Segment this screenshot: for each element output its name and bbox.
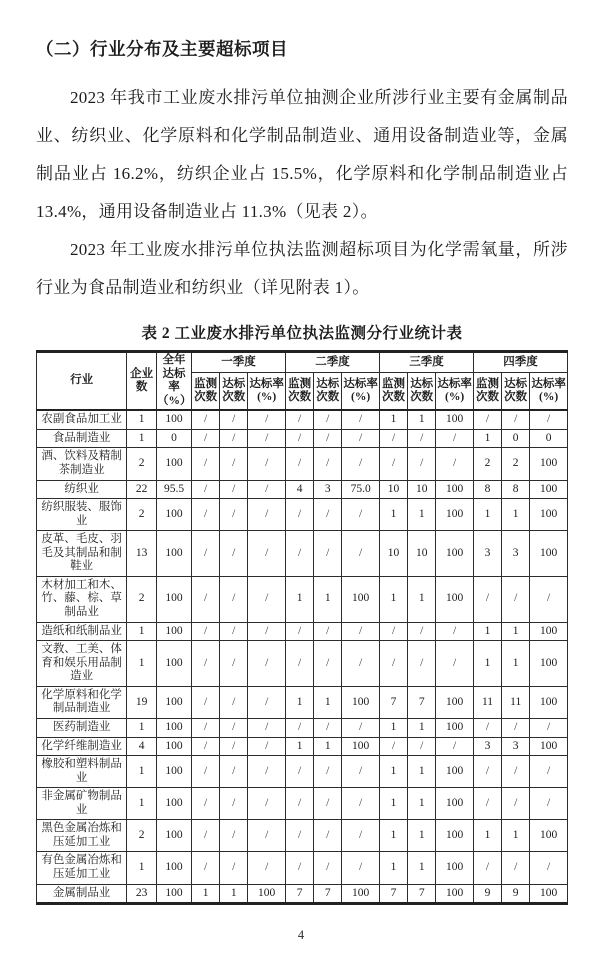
value-cell: 100 xyxy=(436,884,474,904)
industry-cell: 文教、工美、体育和娱乐用品制造业 xyxy=(37,641,127,687)
value-cell: / xyxy=(342,718,380,737)
value-cell: / xyxy=(248,448,286,480)
value-cell: / xyxy=(408,641,436,687)
subcol-header-monitor-count: 监测次数 xyxy=(473,373,501,410)
value-cell: 7 xyxy=(408,686,436,718)
value-cell: / xyxy=(192,448,220,480)
col-header-quarter-4: 四季度 xyxy=(473,352,567,373)
value-cell: 100 xyxy=(342,737,380,756)
value-cell: / xyxy=(314,531,342,577)
value-cell: / xyxy=(314,499,342,531)
value-cell: / xyxy=(220,718,248,737)
value-cell: 0 xyxy=(502,429,530,448)
table-row xyxy=(37,531,568,577)
paragraph-industry-distribution: 2023 年我市工业废水排污单位抽测企业所涉行业主要有金属制品业、纺织业、化学原料和化学制品制造业、通用设备制造业等，金属制品业占 16.2%，纺织企业占 15.5%，化学原料和化学制品制造业占 13.4%，通用设备制造业占 11.3%（见表 2）。 xyxy=(36,88,568,221)
value-cell: 9 xyxy=(473,884,501,904)
value-cell: / xyxy=(248,429,286,448)
industry-cell: 食品制造业 xyxy=(37,429,127,448)
value-cell: / xyxy=(220,686,248,718)
industry-cell: 化学纤维制造业 xyxy=(37,737,127,756)
industry-cell: 木材加工和木、竹、藤、棕、草制品业 xyxy=(37,576,127,622)
value-cell: 10 xyxy=(408,480,436,499)
value-cell: / xyxy=(192,499,220,531)
value-cell: / xyxy=(436,429,474,448)
value-cell: / xyxy=(408,737,436,756)
value-cell: 100 xyxy=(530,686,568,718)
value-cell: / xyxy=(192,531,220,577)
value-cell: / xyxy=(286,852,314,884)
value-cell: / xyxy=(286,718,314,737)
value-cell: 100 xyxy=(530,884,568,904)
value-cell: 100 xyxy=(157,718,192,737)
value-cell: 100 xyxy=(530,622,568,641)
value-cell: / xyxy=(342,448,380,480)
value-cell: / xyxy=(530,788,568,820)
paragraph-exceedance-items: 2023 年工业废水排污单位执法监测超标项目为化学需氧量，所涉行业为食品制造业和纺织业（详见附表 1）。 xyxy=(36,240,568,297)
value-cell: 9 xyxy=(502,884,530,904)
value-cell: / xyxy=(473,576,501,622)
value-cell: 2 xyxy=(127,448,157,480)
value-cell: 1 xyxy=(473,622,501,641)
value-cell: 1 xyxy=(473,641,501,687)
value-cell: 1 xyxy=(379,756,407,788)
value-cell: / xyxy=(473,852,501,884)
value-cell: / xyxy=(192,718,220,737)
value-cell: 0 xyxy=(530,429,568,448)
col-header-industry: 行业 xyxy=(37,352,127,411)
value-cell: / xyxy=(408,429,436,448)
value-cell: / xyxy=(379,622,407,641)
value-cell: 100 xyxy=(157,531,192,577)
value-cell: 100 xyxy=(436,852,474,884)
value-cell: 1 xyxy=(192,884,220,904)
value-cell: 1 xyxy=(314,576,342,622)
value-cell: / xyxy=(192,622,220,641)
value-cell: 100 xyxy=(436,499,474,531)
table-row xyxy=(37,884,568,904)
table-row xyxy=(37,686,568,718)
value-cell: / xyxy=(192,429,220,448)
industry-cell: 纺织业 xyxy=(37,480,127,499)
value-cell: 100 xyxy=(530,499,568,531)
value-cell: / xyxy=(314,448,342,480)
value-cell: / xyxy=(314,756,342,788)
value-cell: / xyxy=(248,756,286,788)
value-cell: 10 xyxy=(379,531,407,577)
value-cell: 100 xyxy=(436,820,474,852)
value-cell: / xyxy=(473,788,501,820)
value-cell: / xyxy=(342,410,380,429)
industry-cell: 黑色金属冶炼和压延加工业 xyxy=(37,820,127,852)
subcol-header-pass-count: 达标次数 xyxy=(502,373,530,410)
value-cell: / xyxy=(502,756,530,788)
value-cell: 100 xyxy=(157,641,192,687)
value-cell: / xyxy=(436,622,474,641)
value-cell: 100 xyxy=(157,410,192,429)
subcol-header-pass-rate: 达标率(%) xyxy=(342,373,380,410)
value-cell: / xyxy=(314,718,342,737)
value-cell: / xyxy=(248,686,286,718)
value-cell: 100 xyxy=(157,737,192,756)
value-cell: 100 xyxy=(436,531,474,577)
value-cell: 1 xyxy=(286,686,314,718)
value-cell: / xyxy=(220,852,248,884)
value-cell: / xyxy=(220,531,248,577)
table-row xyxy=(37,448,568,480)
industry-cell: 化学原料和化学制品制造业 xyxy=(37,686,127,718)
value-cell: 1 xyxy=(379,576,407,622)
value-cell: 1 xyxy=(379,410,407,429)
value-cell: 100 xyxy=(157,820,192,852)
value-cell: 1 xyxy=(502,820,530,852)
value-cell: / xyxy=(220,499,248,531)
value-cell: 7 xyxy=(379,884,407,904)
value-cell: 1 xyxy=(408,576,436,622)
value-cell: / xyxy=(342,499,380,531)
value-cell: 10 xyxy=(408,531,436,577)
value-cell: / xyxy=(220,429,248,448)
industry-cell: 皮革、毛皮、羽毛及其制品和制鞋业 xyxy=(37,531,127,577)
industry-cell: 造纸和纸制品业 xyxy=(37,622,127,641)
value-cell: 75.0 xyxy=(342,480,380,499)
industry-cell: 农副食品加工业 xyxy=(37,410,127,429)
value-cell: 100 xyxy=(530,448,568,480)
table-row xyxy=(37,576,568,622)
value-cell: / xyxy=(314,429,342,448)
value-cell: 10 xyxy=(379,480,407,499)
value-cell: / xyxy=(502,718,530,737)
value-cell: / xyxy=(220,820,248,852)
table-row xyxy=(37,622,568,641)
value-cell: 1 xyxy=(127,410,157,429)
value-cell: / xyxy=(286,429,314,448)
value-cell: 100 xyxy=(436,718,474,737)
value-cell: 23 xyxy=(127,884,157,904)
value-cell: / xyxy=(379,429,407,448)
value-cell: 100 xyxy=(157,448,192,480)
industry-cell: 纺织服装、服饰业 xyxy=(37,499,127,531)
value-cell: / xyxy=(220,622,248,641)
subcol-header-pass-count: 达标次数 xyxy=(314,373,342,410)
value-cell: / xyxy=(473,410,501,429)
value-cell: / xyxy=(436,448,474,480)
value-cell: 100 xyxy=(157,884,192,904)
value-cell: / xyxy=(379,737,407,756)
value-cell: 3 xyxy=(502,531,530,577)
value-cell: / xyxy=(342,788,380,820)
value-cell: 100 xyxy=(530,531,568,577)
value-cell: 1 xyxy=(379,718,407,737)
value-cell: 100 xyxy=(530,737,568,756)
value-cell: / xyxy=(286,756,314,788)
col-header-quarter-2: 二季度 xyxy=(286,352,380,373)
value-cell: / xyxy=(408,622,436,641)
value-cell: / xyxy=(286,410,314,429)
table-row xyxy=(37,641,568,687)
table-row xyxy=(37,788,568,820)
value-cell: 1 xyxy=(408,820,436,852)
value-cell: / xyxy=(192,737,220,756)
col-header-quarter-3: 三季度 xyxy=(379,352,473,373)
value-cell: 1 xyxy=(379,852,407,884)
value-cell: 22 xyxy=(127,480,157,499)
value-cell: 2 xyxy=(502,448,530,480)
value-cell: 8 xyxy=(502,480,530,499)
value-cell: / xyxy=(473,718,501,737)
value-cell: 100 xyxy=(436,410,474,429)
value-cell: / xyxy=(220,641,248,687)
value-cell: 1 xyxy=(314,686,342,718)
value-cell: 100 xyxy=(157,756,192,788)
value-cell: / xyxy=(342,756,380,788)
table-body xyxy=(37,410,568,903)
value-cell: 1 xyxy=(127,429,157,448)
value-cell: / xyxy=(220,788,248,820)
col-header-quarter-1: 一季度 xyxy=(192,352,286,373)
value-cell: / xyxy=(248,788,286,820)
value-cell: 3 xyxy=(314,480,342,499)
industry-cell: 非金属矿物制品业 xyxy=(37,788,127,820)
value-cell: / xyxy=(314,622,342,641)
table-row xyxy=(37,499,568,531)
value-cell: 1 xyxy=(408,410,436,429)
value-cell: 1 xyxy=(127,622,157,641)
value-cell: / xyxy=(379,641,407,687)
value-cell: / xyxy=(342,429,380,448)
value-cell: / xyxy=(286,448,314,480)
value-cell: 1 xyxy=(408,499,436,531)
value-cell: / xyxy=(192,756,220,788)
table-row xyxy=(37,480,568,499)
industry-statistics-table xyxy=(36,350,568,905)
value-cell: / xyxy=(192,641,220,687)
value-cell: / xyxy=(286,820,314,852)
value-cell: 100 xyxy=(157,852,192,884)
value-cell: 1 xyxy=(379,499,407,531)
value-cell: 1 xyxy=(127,756,157,788)
value-cell: / xyxy=(530,756,568,788)
value-cell: 7 xyxy=(379,686,407,718)
table-row xyxy=(37,852,568,884)
value-cell: / xyxy=(248,622,286,641)
value-cell: 100 xyxy=(157,622,192,641)
value-cell: 4 xyxy=(286,480,314,499)
value-cell: / xyxy=(314,410,342,429)
industry-cell: 医药制造业 xyxy=(37,718,127,737)
table-row xyxy=(37,429,568,448)
industry-cell: 金属制品业 xyxy=(37,884,127,904)
value-cell: 2 xyxy=(127,499,157,531)
value-cell: / xyxy=(286,622,314,641)
value-cell: 100 xyxy=(248,884,286,904)
value-cell: / xyxy=(286,641,314,687)
value-cell: 100 xyxy=(157,686,192,718)
subcol-header-pass-count: 达标次数 xyxy=(220,373,248,410)
value-cell: 1 xyxy=(127,852,157,884)
industry-cell: 橡胶和塑料制品业 xyxy=(37,756,127,788)
value-cell: 1 xyxy=(220,884,248,904)
value-cell: / xyxy=(248,531,286,577)
value-cell: 1 xyxy=(286,576,314,622)
value-cell: 100 xyxy=(342,576,380,622)
value-cell: / xyxy=(530,852,568,884)
subcol-header-pass-count: 达标次数 xyxy=(408,373,436,410)
value-cell: 95.5 xyxy=(157,480,192,499)
value-cell: 1 xyxy=(408,788,436,820)
industry-cell: 酒、饮料及精制茶制造业 xyxy=(37,448,127,480)
value-cell: / xyxy=(286,531,314,577)
value-cell: / xyxy=(473,756,501,788)
value-cell: / xyxy=(248,820,286,852)
value-cell: 100 xyxy=(157,499,192,531)
value-cell: 1 xyxy=(379,788,407,820)
value-cell: / xyxy=(342,641,380,687)
value-cell: 3 xyxy=(502,737,530,756)
value-cell: 100 xyxy=(342,884,380,904)
value-cell: / xyxy=(192,852,220,884)
value-cell: / xyxy=(502,576,530,622)
value-cell: 100 xyxy=(530,641,568,687)
value-cell: / xyxy=(502,410,530,429)
value-cell: / xyxy=(248,641,286,687)
value-cell: / xyxy=(220,576,248,622)
value-cell: 100 xyxy=(436,756,474,788)
value-cell: 3 xyxy=(473,531,501,577)
col-header-enterprise-count: 企业数 xyxy=(127,352,157,411)
value-cell: 1 xyxy=(408,718,436,737)
value-cell: 1 xyxy=(127,718,157,737)
value-cell: 100 xyxy=(157,576,192,622)
value-cell: 1 xyxy=(473,499,501,531)
value-cell: / xyxy=(248,718,286,737)
value-cell: 3 xyxy=(473,737,501,756)
value-cell: / xyxy=(220,410,248,429)
table-row xyxy=(37,756,568,788)
value-cell: / xyxy=(192,686,220,718)
table-header-group-row xyxy=(37,352,568,373)
value-cell: 0 xyxy=(157,429,192,448)
value-cell: / xyxy=(192,480,220,499)
value-cell: 2 xyxy=(473,448,501,480)
value-cell: / xyxy=(314,852,342,884)
value-cell: / xyxy=(192,576,220,622)
value-cell: 8 xyxy=(473,480,501,499)
value-cell: 11 xyxy=(473,686,501,718)
value-cell: 100 xyxy=(436,480,474,499)
value-cell: / xyxy=(530,718,568,737)
section-heading: （二）行业分布及主要超标项目 xyxy=(36,39,288,59)
value-cell: / xyxy=(342,531,380,577)
value-cell: / xyxy=(192,788,220,820)
value-cell: 1 xyxy=(379,820,407,852)
value-cell: / xyxy=(248,852,286,884)
value-cell: 19 xyxy=(127,686,157,718)
value-cell: 7 xyxy=(408,884,436,904)
value-cell: 1 xyxy=(127,788,157,820)
value-cell: 7 xyxy=(286,884,314,904)
value-cell: / xyxy=(502,852,530,884)
page-number: 4 xyxy=(297,928,305,942)
subcol-header-monitor-count: 监测次数 xyxy=(286,373,314,410)
value-cell: 2 xyxy=(127,820,157,852)
value-cell: 100 xyxy=(530,820,568,852)
value-cell: / xyxy=(192,820,220,852)
value-cell: / xyxy=(220,480,248,499)
value-cell: 100 xyxy=(436,686,474,718)
value-cell: 1 xyxy=(473,820,501,852)
value-cell: / xyxy=(286,499,314,531)
value-cell: 1 xyxy=(286,737,314,756)
table-row xyxy=(37,718,568,737)
value-cell: / xyxy=(436,641,474,687)
value-cell: 1 xyxy=(408,852,436,884)
value-cell: / xyxy=(314,820,342,852)
value-cell: / xyxy=(220,448,248,480)
value-cell: 7 xyxy=(314,884,342,904)
table-row xyxy=(37,820,568,852)
subcol-header-pass-rate: 达标率(%) xyxy=(436,373,474,410)
value-cell: 100 xyxy=(436,576,474,622)
value-cell: / xyxy=(248,499,286,531)
value-cell: 100 xyxy=(436,788,474,820)
value-cell: 13 xyxy=(127,531,157,577)
value-cell: 1 xyxy=(502,622,530,641)
value-cell: 1 xyxy=(502,641,530,687)
table-title: 表 2 工业废水排污单位执法监测分行业统计表 xyxy=(141,325,463,342)
value-cell: 1 xyxy=(408,756,436,788)
value-cell: / xyxy=(220,737,248,756)
value-cell: / xyxy=(248,576,286,622)
value-cell: 1 xyxy=(127,641,157,687)
value-cell: 100 xyxy=(157,788,192,820)
table-row xyxy=(37,410,568,429)
value-cell: / xyxy=(286,788,314,820)
value-cell: 100 xyxy=(530,480,568,499)
value-cell: / xyxy=(408,448,436,480)
table-row xyxy=(37,737,568,756)
value-cell: / xyxy=(530,576,568,622)
value-cell: / xyxy=(436,737,474,756)
col-header-annual-rate: 全年达标率（%） xyxy=(157,352,192,411)
value-cell: 1 xyxy=(502,499,530,531)
value-cell: 2 xyxy=(127,576,157,622)
value-cell: / xyxy=(342,852,380,884)
value-cell: / xyxy=(530,410,568,429)
value-cell: / xyxy=(192,410,220,429)
subcol-header-monitor-count: 监测次数 xyxy=(192,373,220,410)
subcol-header-monitor-count: 监测次数 xyxy=(379,373,407,410)
value-cell: / xyxy=(220,756,248,788)
value-cell: 100 xyxy=(342,686,380,718)
value-cell: / xyxy=(502,788,530,820)
value-cell: / xyxy=(342,622,380,641)
value-cell: / xyxy=(314,788,342,820)
industry-cell: 有色金属冶炼和压延加工业 xyxy=(37,852,127,884)
value-cell: 1 xyxy=(473,429,501,448)
subcol-header-pass-rate: 达标率(%) xyxy=(248,373,286,410)
value-cell: / xyxy=(248,410,286,429)
value-cell: / xyxy=(248,480,286,499)
value-cell: / xyxy=(342,820,380,852)
value-cell: / xyxy=(379,448,407,480)
value-cell: / xyxy=(248,737,286,756)
subcol-header-pass-rate: 达标率(%) xyxy=(530,373,568,410)
value-cell: 11 xyxy=(502,686,530,718)
value-cell: / xyxy=(314,641,342,687)
value-cell: 1 xyxy=(314,737,342,756)
value-cell: 4 xyxy=(127,737,157,756)
